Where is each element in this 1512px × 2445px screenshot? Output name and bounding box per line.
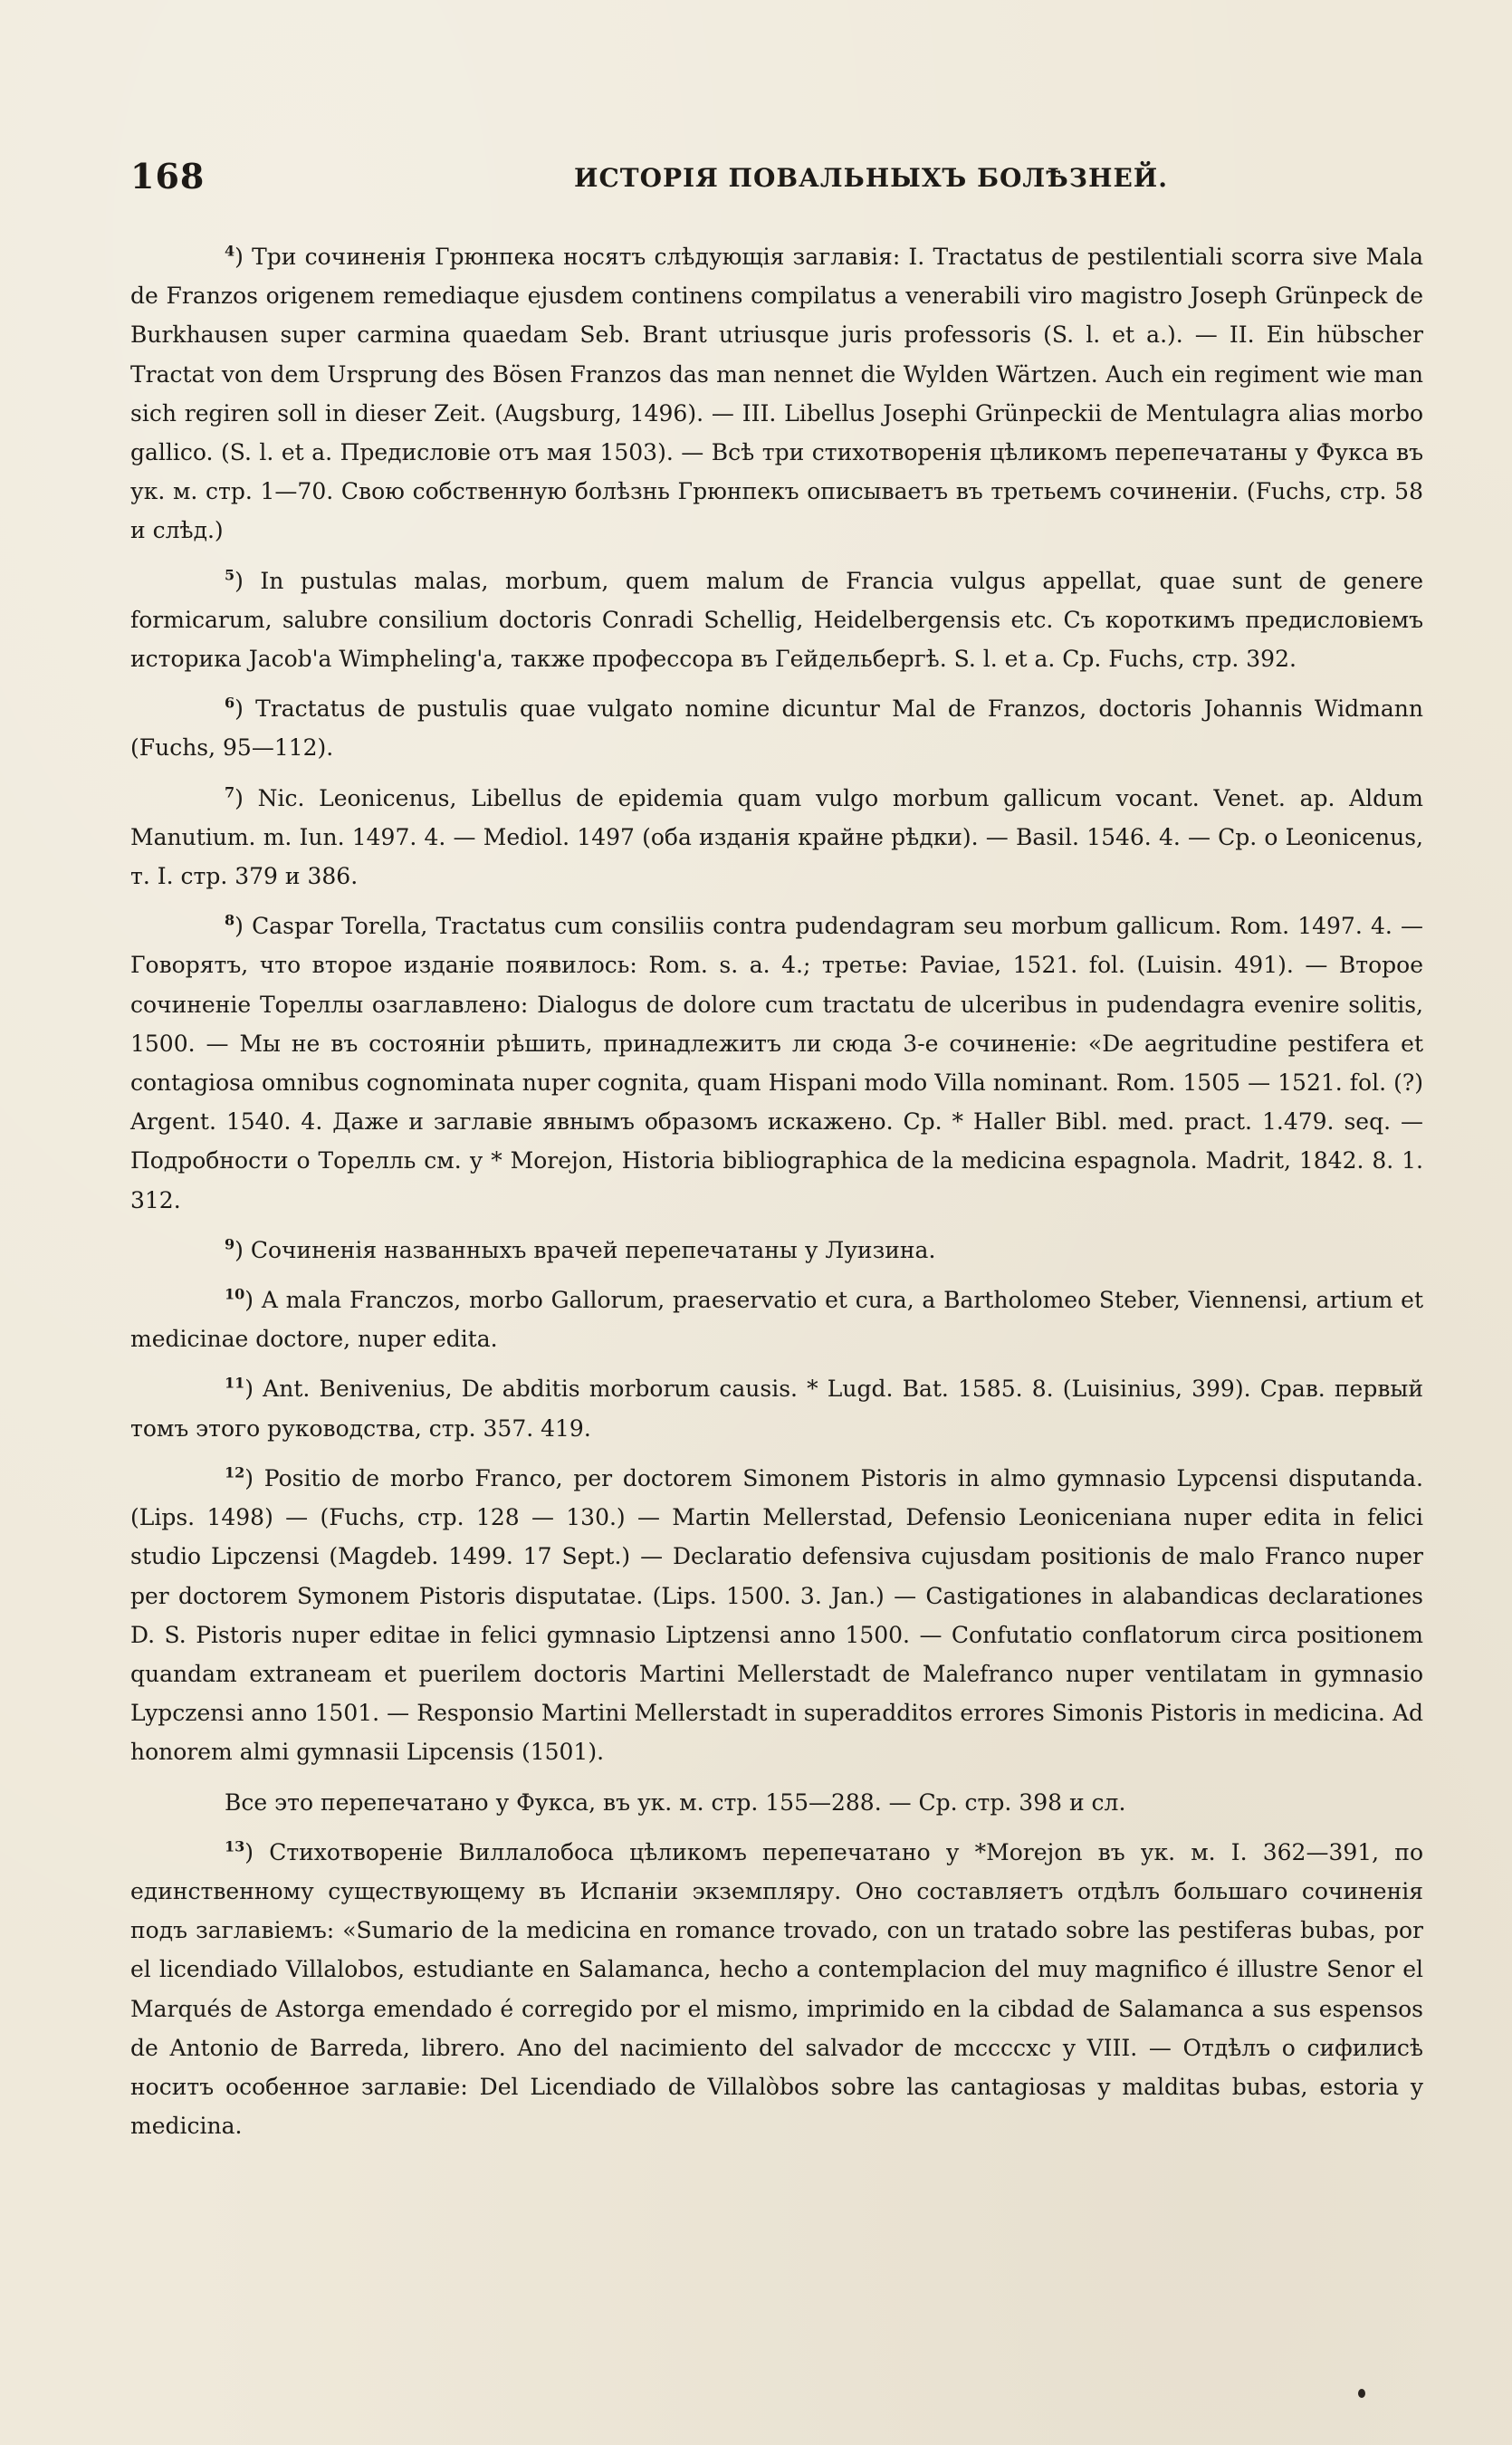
- page-header: [130, 156, 1425, 201]
- footnote-text: Сочиненія названныхъ врачей перепечатаны у Луизина.: [250, 1236, 936, 1263]
- footnote-text: A mala Franczos, morbo Gallorum, praeservatio et cura, a Bartholomeo Steber, Viennensi, artium et medicinae doctore, nuper edita.: [130, 1287, 1424, 1353]
- footnote-6: $^6$) Tractatus de pustulis quae vulgato nomine dicuntur Mal de Franzos, doctoris Johannis Widmann (Fuchs, 95—112).: [130, 694, 1423, 762]
- footnote-text: Все это перепечатано у Фукса, въ ук. м. стр. 155—288. — Ср. стр. 398 и сл.: [225, 1788, 1126, 1816]
- footnote-12-continuation: [130, 1783, 1423, 1822]
- footnotes-block: [130, 237, 1423, 2156]
- footnote-9: $^9$) Сочиненія названныхъ врачей перепечатаны у Луизина.: [225, 1235, 936, 1263]
- footnote-text: In pustulas malas, morbum, quem malum de Francia vulgus appellat, quae sunt de genere formicarum, salubre consilium doctoris Conradi Schellig, Heidelbergensis etc. Съ короткимъ предисловіемъ историка Jacob'a Wimpheling'a, также профессора въ Гейдельбергѣ. S. l. et a. Ср. Fuchs, стр. 392.: [130, 567, 1423, 673]
- footnote-text: Три сочиненія Грюнпека носятъ слѣдующія заглавія: I. Tractatus de pestilentiali scorra sive Mala de Franzos origenem remediaque ejusdem continens compilatus a venerabili viro magistro Joseph Grünpeck de Burkhausen super carmina quaedam Seb. Brant utriusque juris professoris (S. l. et a.). — II. Ein hübscher Tractat von dem Ursprung des Bösen Franzos das man nennet die Wylden Wärtzen. Auch ein regiment wie man sich regiren soll in dieser Zeit. (Augsburg, 1496). — III. Libellus Josephi Grünpeckii de Mentulagra alias morbo gallico. (S. l. et a. Предисловіе отъ мая 1503). — Всѣ три стихотворенія цѣликомъ перепечатаны у Фукса въ ук. м. стр. 1—70. Свою собственную болѣзнь Грюнпекъ описываетъ въ третьемъ сочиненіи. (Fuchs, стр. 58 и слѣд.): [130, 244, 1424, 544]
- footnote-7: $^7$) Nic. Leonicenus, Libellus de epidemia quam vulgo morbum gallicum vocant. Venet. ap. Aldum Manutium. m. Iun. 1497. 4. — Mediol. 1497 (оба изданія крайне рѣдки). — Basil. 1546. 4. — Ср. о Leonicenus, т. I. стр. 379 и 386.: [130, 783, 1423, 890]
- footnote-text: Positio de morbo Franco, per doctorem Simonem Pistoris in almo gymnasio Lypcensi disputanda. (Lips. 1498) — (Fuchs, стр. 128 — 130.) — Martin Mellerstad, Defensio Leoniceniana nuper edita in felici studio Lipczensi (Magdeb. 1499. 17 Sept.) — Declaratio defensiva cujusdam positionis de malo Franco nuper per doctorem Symonem Pistoris disputatae. (Lips. 1500. 3. Jan.) — Castigationes in alabandicas declarationes D. S. Pistoris nuper editae in felici gymnasio Liptzensi anno 1500. — Confutatio conflatorum circa positionem quandam extraneam et puerilem doctoris Martini Mellerstadt de Malefranco nuper ventilatam in gymnasio Lypczensi anno 1501. — Responsio Martini Mellerstadt in superadditos errores Simonis Pistoris in medicina. Ad honorem almi gymnasii Lipcensis (1501).: [130, 1464, 1423, 1766]
- footnote-8: $^8$) Caspar Torella, Tractatus cum consiliis contra pudendagram seu morbum gallicum. Rom. 1497. 4. — Говорятъ, что второе изданіе появилось: Rom. s. a. 4.; третье: Paviae, 1521. fol. (Luisin. 491). — Второе сочиненіе Тореллы озаглавлено: Dialogus de dolore cum tractatu de ulceribus in pudendagra evenire solitis, 1500. — Мы не въ состояніи рѣшить, принадлежитъ ли сюда 3-е сочиненіе: «De aegritudine pestifera et contagiosa omnibus cognominata nuper cognita, quam Hispani modo Villa nominant. Rom. 1505 — 1521. fol. (?) Argent. 1540. 4. Даже и заглавіе явнымъ образомъ искажено. Ср. * Haller Bibl. med. pract. 1.479. seq. — Подробности о Торелль см. у * Morejon, Historia bibliographica de la medicina espagnola. Madrit, 1842. 8. 1. 312.: [130, 911, 1423, 1213]
- footnote-text: Стихотвореніе Виллалобоса цѣликомъ перепечатано у *Morejon въ ук. м. I. 362—391, по единственному существующему въ Испаніи экземпляру. Оно составляетъ отдѣлъ большаго сочиненія подъ заглавіемъ: «Sumario de la medicina en romance trovado, con un tratado sobre las pestiferas bubas, por el licendiado Villalobos, estudiante en Salamanca, hecho a contemplacion del muy magnifico é illustre Senor el Marqués de Astorga emendado é corregido por el mismo, imprimido en la cibdad de Salamanca a sus espensos de Antonio de Barreda, librero. Ano del nacimiento del salvador de mccccxc y VIII. — Отдѣлъ о сифилисѣ носитъ особенное заглавіе: Del Licendiado de Villalòbos sobre las cantagiosas y malditas bubas, estoria y medicina.: [130, 1838, 1424, 2140]
- footnote-12: $^{12}$) Positio de morbo Franco, per doctorem Simonem Pistoris in almo gymnasio Lypcensi disputanda. (Lips. 1498) — (Fuchs, стр. 128 — 130.) — Martin Mellerstad, Defensio Leoniceniana nuper edita in felici studio Lipczensi (Magdeb. 1499. 17 Sept.) — Declaratio defensiva cujusdam positionis de malo Franco nuper per doctorem Symonem Pistoris disputatae. (Lips. 1500. 3. Jan.) — Castigationes in alabandicas declarationes D. S. Pistoris nuper editae in felici gymnasio Liptzensi anno 1500. — Confutatio conflatorum circa positionem quandam extraneam et puerilem doctoris Martini Mellerstadt de Malefranco nuper ventilatam in gymnasio Lypczensi anno 1501. — Responsio Martini Mellerstadt in superadditos errores Simonis Pistoris in medicina. Ad honorem almi gymnasii Lipcensis (1501).: [130, 1463, 1423, 1766]
- footnote-marker: 13: [225, 1837, 245, 1855]
- footnote-text: Caspar Torella, Tractatus cum consiliis contra pudendagram seu morbum gallicum. Rom. 1497. 4. — Говорятъ, что второе изданіе появилось: Rom. s. a. 4.; третье: Paviae, 1521. fol. (Luisin. 491). — Второе сочиненіе Тореллы озаглавлено: Dialogus de dolore cum tractatu de ulceribus in pudendagra evenire solitis, 1500. — Мы не въ состояніи рѣшить, принадлежитъ ли сюда 3-е сочиненіе: «De aegritudine pestifera et contagiosa omnibus cognominata nuper cognita, quam Hispani modo Villa nominant. Rom. 1505 — 1521. fol. (?) Argent. 1540. 4. Даже и заглавіе явнымъ образомъ искажено. Ср. * Haller Bibl. med. pract. 1.479. seq. — Подробности о Торелль см. у * Morejon, Historia bibliographica de la medicina espagnola. Madrit, 1842. 8. 1. 312.: [130, 913, 1423, 1213]
- footnote-marker: 4: [225, 242, 235, 260]
- footnote-11: $^{11}$) Ant. Benivenius, De abditis morborum causis. * Lugd. Bat. 1585. 8. (Luisinius, 399). Срав. первый томъ этого руководства, стр. 357. 419.: [130, 1375, 1423, 1442]
- footnote-marker: 11: [225, 1375, 245, 1393]
- footnote-marker: 10: [225, 1285, 245, 1303]
- footnote-marker: 7: [225, 783, 235, 801]
- footnote-marker: 5: [225, 566, 235, 584]
- footnote-marker: 6: [225, 694, 235, 712]
- footnote-text: Ant. Benivenius, De abditis morborum causis. * Lugd. Bat. 1585. 8. (Luisinius, 399). Срав. первый томъ этого руководства, стр. 357. 419.: [130, 1376, 1423, 1442]
- page-number: 168: [130, 156, 206, 197]
- footnote-5: $^5$) In pustulas malas, morbum, quem malum de Francia vulgus appellat, quae sunt de genere formicarum, salubre consilium doctoris Conradi Schellig, Heidelbergensis etc. Съ короткимъ предисловіемъ историка Jacob'a Wimpheling'a, также профессора въ Гейдельбергѣ. S. l. et a. Ср. Fuchs, стр. 392.: [130, 566, 1423, 673]
- ink-speck: [1358, 2389, 1365, 2398]
- footnote-4: $^4$) Три сочиненія Грюнпека носятъ слѣдующія заглавія: I. Tractatus de pestilentiali scorra sive Mala de Franzos origenem remediaque ejusdem continens compilatus a venerabili viro magistro Joseph Grünpeck de Burkhausen super carmina quaedam Seb. Brant utriusque juris professoris (S. l. et a.). — II. Ein hübscher Tractat von dem Ursprung des Bösen Franzos das man nennet die Wylden Wärtzen. Auch ein regiment wie man sich regiren soll in dieser Zeit. (Augsburg, 1496). — III. Libellus Josephi Grünpeckii de Mentulagra alias morbo gallico. (S. l. et a. Предисловіе отъ мая 1503). — Всѣ три стихотворенія цѣликомъ перепечатаны у Фукса въ ук. м. стр. 1—70. Свою собственную болѣзнь Грюнпекъ описываетъ въ третьемъ сочиненіи. (Fuchs, стр. 58 и слѣд.): [130, 242, 1424, 544]
- footnote-text: Nic. Leonicenus, Libellus de epidemia quam vulgo morbum gallicum vocant. Venet. ap. Aldum Manutium. m. Iun. 1497. 4. — Mediol. 1497 (оба изданія крайне рѣдки). — Basil. 1546. 4. — Ср. о Leonicenus, т. I. стр. 379 и 386.: [130, 784, 1423, 890]
- footnote-13: $^{13}$) Стихотвореніе Виллалобоса цѣликомъ перепечатано у *Morejon въ ук. м. I. 362—391, по единственному существующему въ Испаніи экземпляру. Оно составляетъ отдѣлъ большаго сочиненія подъ заглавіемъ: «Sumario de la medicina en romance trovado, con un tratado sobre las pestiferas bubas, por el licendiado Villalobos, estudiante en Salamanca, hecho a contemplacion del muy magnifico é illustre Senor el Marqués de Astorga emendado é corregido por el mismo, imprimido en la cibdad de Salamanca a sus espensos de Antonio de Barreda, librero. Ano del nacimiento del salvador de mccccxc y VIII. — Отдѣлъ о сифилисѣ носитъ особенное заглавіе: Del Licendiado de Villalòbos sobre las cantagiosas y malditas bubas, estoria y medicina.: [130, 1837, 1424, 2140]
- footnote-marker: 12: [225, 1463, 245, 1481]
- footnote-10: $^{10}$) A mala Franczos, morbo Gallorum, praeservatio et cura, a Bartholomeo Steber, Viennensi, artium et medicinae doctore, nuper edita.: [130, 1285, 1424, 1353]
- footnote-marker: 9: [225, 1235, 235, 1253]
- footnote-text: Tractatus de pustulis quae vulgato nomine dicuntur Mal de Franzos, doctoris Johannis Widmann (Fuchs, 95—112).: [130, 695, 1423, 762]
- footnote-marker: 8: [225, 911, 235, 929]
- running-title: ИСТОРІЯ ПОВАЛЬНЫХЪ БОЛѢЗНЕЙ.: [574, 163, 1169, 193]
